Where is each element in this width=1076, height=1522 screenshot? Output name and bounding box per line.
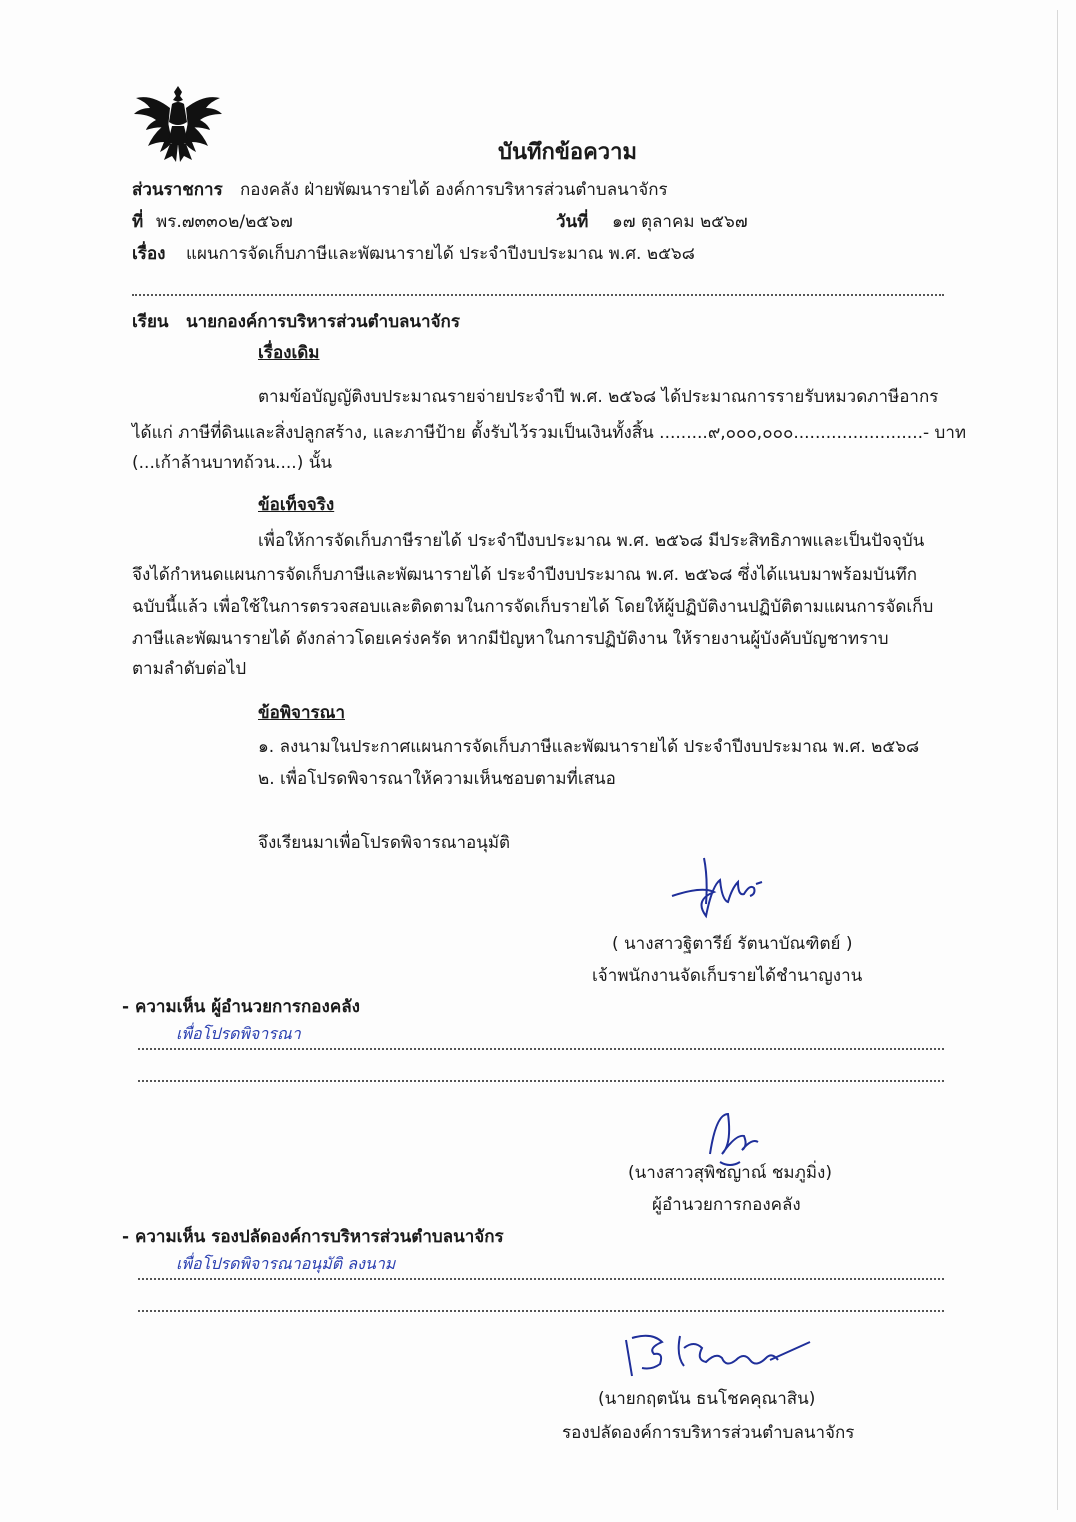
consider-item: ๑. ลงนามในประกาศแผนการจัดเก็บภาษีและพัฒนารายได้ ประจำปีงบประมาณ พ.ศ. ๒๕๖๘ [258,737,920,757]
deputy-signature [620,1326,840,1390]
director-handwritten-note: เพื่อโปรดพิจารณา [176,1024,301,1043]
background-line: ตามข้อบัญญัติงบประมาณรายจ่ายประจำปี พ.ศ. ๒๕๖๘ ได้ประมาณการรายรับหมวดภาษีอากร [258,387,939,407]
facts-line: เพื่อให้การจัดเก็บภาษีรายได้ ประจำปีงบประมาณ พ.ศ. ๒๕๖๘ มีประสิทธิภาพและเป็นปัจจุบัน [258,531,925,551]
memo-title: บันทึกข้อความ [498,140,638,165]
date-label: วันที่ [556,212,589,232]
consider-item: ๒. เพื่อโปรดพิจารณาให้ความเห็นชอบตามที่เสนอ [258,769,616,789]
ref-value: พร.๗๓๓๐๒/๒๕๖๗ [156,212,293,232]
opinion-line [138,1310,944,1312]
closing-text: จึงเรียนมาเพื่อโปรดพิจารณาอนุมัติ [258,833,511,853]
ref-label: ที่ [132,212,144,232]
officer-signature [664,858,784,932]
background-line: ได้แก่ ภาษีที่ดินและสิ่งปลูกสร้าง, และภาษีป้าย ตั้งรับไว้รวมเป็นเงินทั้งสิ้น .........๙,๐๐๐,๐๐๐........................- บาท [132,423,967,443]
facts-line: ตามลำดับต่อไป [132,659,247,679]
opinion-line [138,1278,944,1280]
garuda-emblem-icon [132,82,224,164]
background-heading: เรื่องเดิม [258,343,320,363]
deputy-name: (นายกฤตนัน ธนโชคคุณาสิน) [598,1389,816,1409]
director-name: (นางสาวสุพิชญาณ์ ชมภูมิ่ง) [628,1163,832,1183]
header-divider [132,294,944,296]
consider-heading: ข้อพิจารณา [258,703,345,723]
facts-line: ภาษีและพัฒนารายได้ ดังกล่าวโดยเคร่งครัด หากมีปัญหาในการปฏิบัติงาน ให้รายงานผู้บังคับบัญชาทราบ [132,629,889,649]
director-opinion-label: - ความเห็น ผู้อำนวยการกองคลัง [122,997,360,1017]
facts-line: จึงได้กำหนดแผนการจัดเก็บภาษีและพัฒนารายได้ ประจำปีงบประมาณ พ.ศ. ๒๕๖๘ ซึ่งได้แนบมาพร้อมบันทึก [132,565,918,585]
deputy-position: รองปลัดองค์การบริหารส่วนตำบลนาจักร [562,1423,855,1443]
background-line: (...เก้าล้านบาทถ้วน....) นั้น [132,453,332,473]
deputy-handwritten-note: เพื่อโปรดพิจารณาอนุมัติ ลงนาม [176,1254,396,1273]
opinion-line [138,1080,944,1082]
deputy-opinion-label: - ความเห็น รองปลัดองค์การบริหารส่วนตำบลนาจักร [122,1227,504,1247]
facts-heading: ข้อเท็จจริง [258,495,335,515]
scan-edge [1057,10,1058,1510]
director-position: ผู้อำนวยการกองคลัง [652,1195,801,1215]
officer-name: ( นางสาวฐิตารีย์ รัตนาบัณฑิตย์ ) [612,934,853,954]
subject-value: แผนการจัดเก็บภาษีและพัฒนารายได้ ประจำปีงบประมาณ พ.ศ. ๒๕๖๘ [186,244,695,264]
agency-label: ส่วนราชการ [132,180,223,200]
to-value: นายกองค์การบริหารส่วนตำบลนาจักร [186,312,460,332]
date-value: ๑๗ ตุลาคม ๒๕๖๗ [612,212,748,232]
subject-label: เรื่อง [132,244,166,264]
facts-line: ฉบับนี้แล้ว เพื่อใช้ในการตรวจสอบและติดตามในการจัดเก็บรายได้ โดยให้ผู้ปฏิบัติงานปฏิบัติตามแผนการจัดเก็บ [132,597,934,617]
agency-value: กองคลัง ฝ่ายพัฒนารายได้ องค์การบริหารส่วนตำบลนาจักร [240,180,668,200]
officer-position: เจ้าพนักงานจัดเก็บรายได้ชำนาญงาน [592,966,863,986]
to-label: เรียน [132,312,169,332]
opinion-line [138,1048,944,1050]
